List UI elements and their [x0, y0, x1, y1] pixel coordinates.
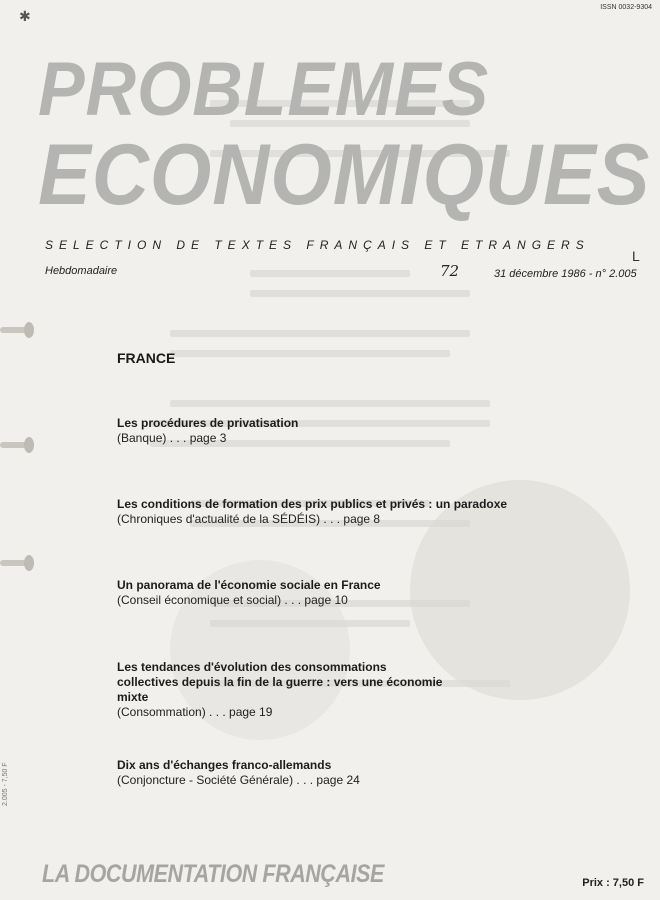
section-heading: FRANCE: [117, 350, 176, 366]
article-entry: [117, 497, 567, 527]
price: Prix : 7,50 F: [582, 877, 644, 889]
title-line-1: PROBLEMES: [38, 47, 490, 132]
handwritten-note: 72: [440, 262, 460, 280]
article-entry: [117, 660, 447, 720]
article-source: (Banque) . . . page 3: [117, 431, 227, 445]
article-title: Les procédures de privatisation: [117, 416, 299, 430]
binding-ring: [0, 322, 36, 338]
frequency: Hebdomadaire: [45, 265, 118, 277]
issue-date: 31 décembre 1986 - n° 2.005: [494, 268, 637, 280]
article-entry: [117, 758, 567, 788]
binding-ring: [0, 437, 36, 453]
spine-text: 2.005 - 7,50 F: [2, 762, 9, 806]
publisher-name: LA DOCUMENTATION FRANÇAISE: [42, 860, 384, 888]
article-entry: [117, 578, 567, 608]
article-title: Dix ans d'échanges franco-allemands: [117, 758, 332, 772]
article-entry: [117, 416, 567, 446]
article-source: (Consommation) . . . page 19: [117, 705, 273, 719]
subtitle: SELECTION DE TEXTES FRANÇAIS ET ETRANGERS: [45, 238, 590, 252]
handwritten-corner-mark: L: [632, 248, 640, 264]
article-title: Un panorama de l'économie sociale en France: [117, 578, 381, 592]
issn: ISSN 0032-9304: [600, 4, 652, 11]
corner-mark: ✱: [19, 8, 31, 24]
article-source: (Chroniques d'actualité de la SÉDÉIS) . . . page 8: [117, 512, 381, 526]
article-source: (Conjoncture - Société Générale) . . . page 24: [117, 773, 360, 787]
article-source: (Conseil économique et social) . . . page 10: [117, 593, 348, 607]
binding-ring: [0, 555, 36, 571]
article-title: Les conditions de formation des prix publics et privés : un paradoxe: [117, 497, 508, 511]
article-title: Les tendances d'évolution des consommations collectives depuis la fin de la guerre : vers une économie mixte: [117, 660, 443, 704]
title-line-2: ECONOMIQUES: [38, 127, 651, 223]
